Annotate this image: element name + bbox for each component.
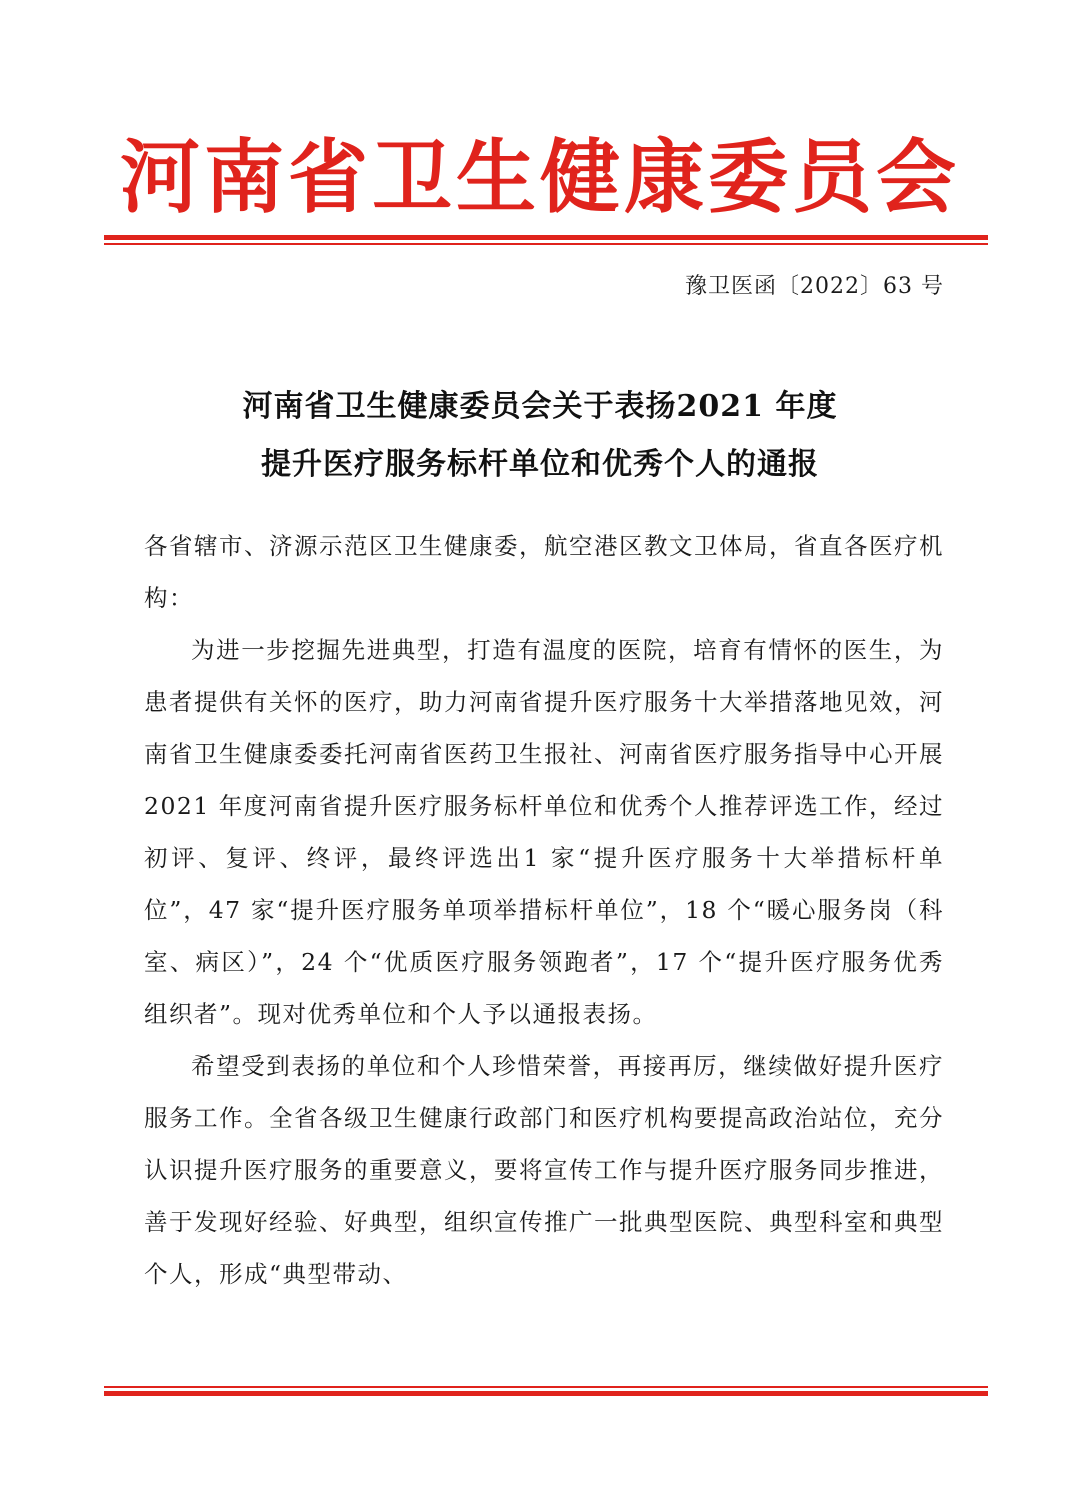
header-divider (104, 235, 988, 245)
body-paragraph-1: 为进一步挖掘先进典型，打造有温度的医院，培育有情怀的医生，为患者提供有关怀的医疗，助力河南省提升医疗服务十大举措落地见效，河南省卫生健康委委托河南省医药卫生报社、河南省医疗服务指导中心开展2021 年度河南省提升医疗服务标杆单位和优秀个人推荐评选工作，经过初评、复评、终评，最终评选出1 家“提升医疗服务十大举措标杆单位”，47 家“提升医疗服务单项举措标杆单位”，18 个“暖心服务岗（科室、病区）”，24 个“优质医疗服务领跑者”，17 个“提升医疗服务优秀组织者”。现对优秀单位和个人予以通报表扬。 (144, 636, 944, 1028)
document-title-line-1: 河南省卫生健康委员会关于表扬2021 年度 (242, 389, 838, 424)
document-title-line-2: 提升医疗服务标杆单位和优秀个人的通报 (261, 447, 819, 482)
salutation: 各省辖市、济源示范区卫生健康委，航空港区教文卫体局，省直各医疗机构： (144, 532, 944, 612)
document-body (144, 520, 944, 1300)
body-paragraph-2: 希望受到表扬的单位和个人珍惜荣誉，再接再厉，继续做好提升医疗服务工作。全省各级卫生健康行政部门和医疗机构要提高政治站位，充分认识提升医疗服务的重要意义，要将宣传工作与提升医疗服务同步推进，善于发现好经验、好典型，组织宣传推广一批典型医院、典型科室和典型个人，形成“典型带动、 (144, 1052, 944, 1288)
document-title (100, 378, 980, 494)
organization-masthead: 河南省卫生健康委员会 (120, 131, 960, 224)
footer-divider (104, 1386, 988, 1396)
document-number: 豫卫医函〔2022〕63 号 (685, 274, 944, 299)
